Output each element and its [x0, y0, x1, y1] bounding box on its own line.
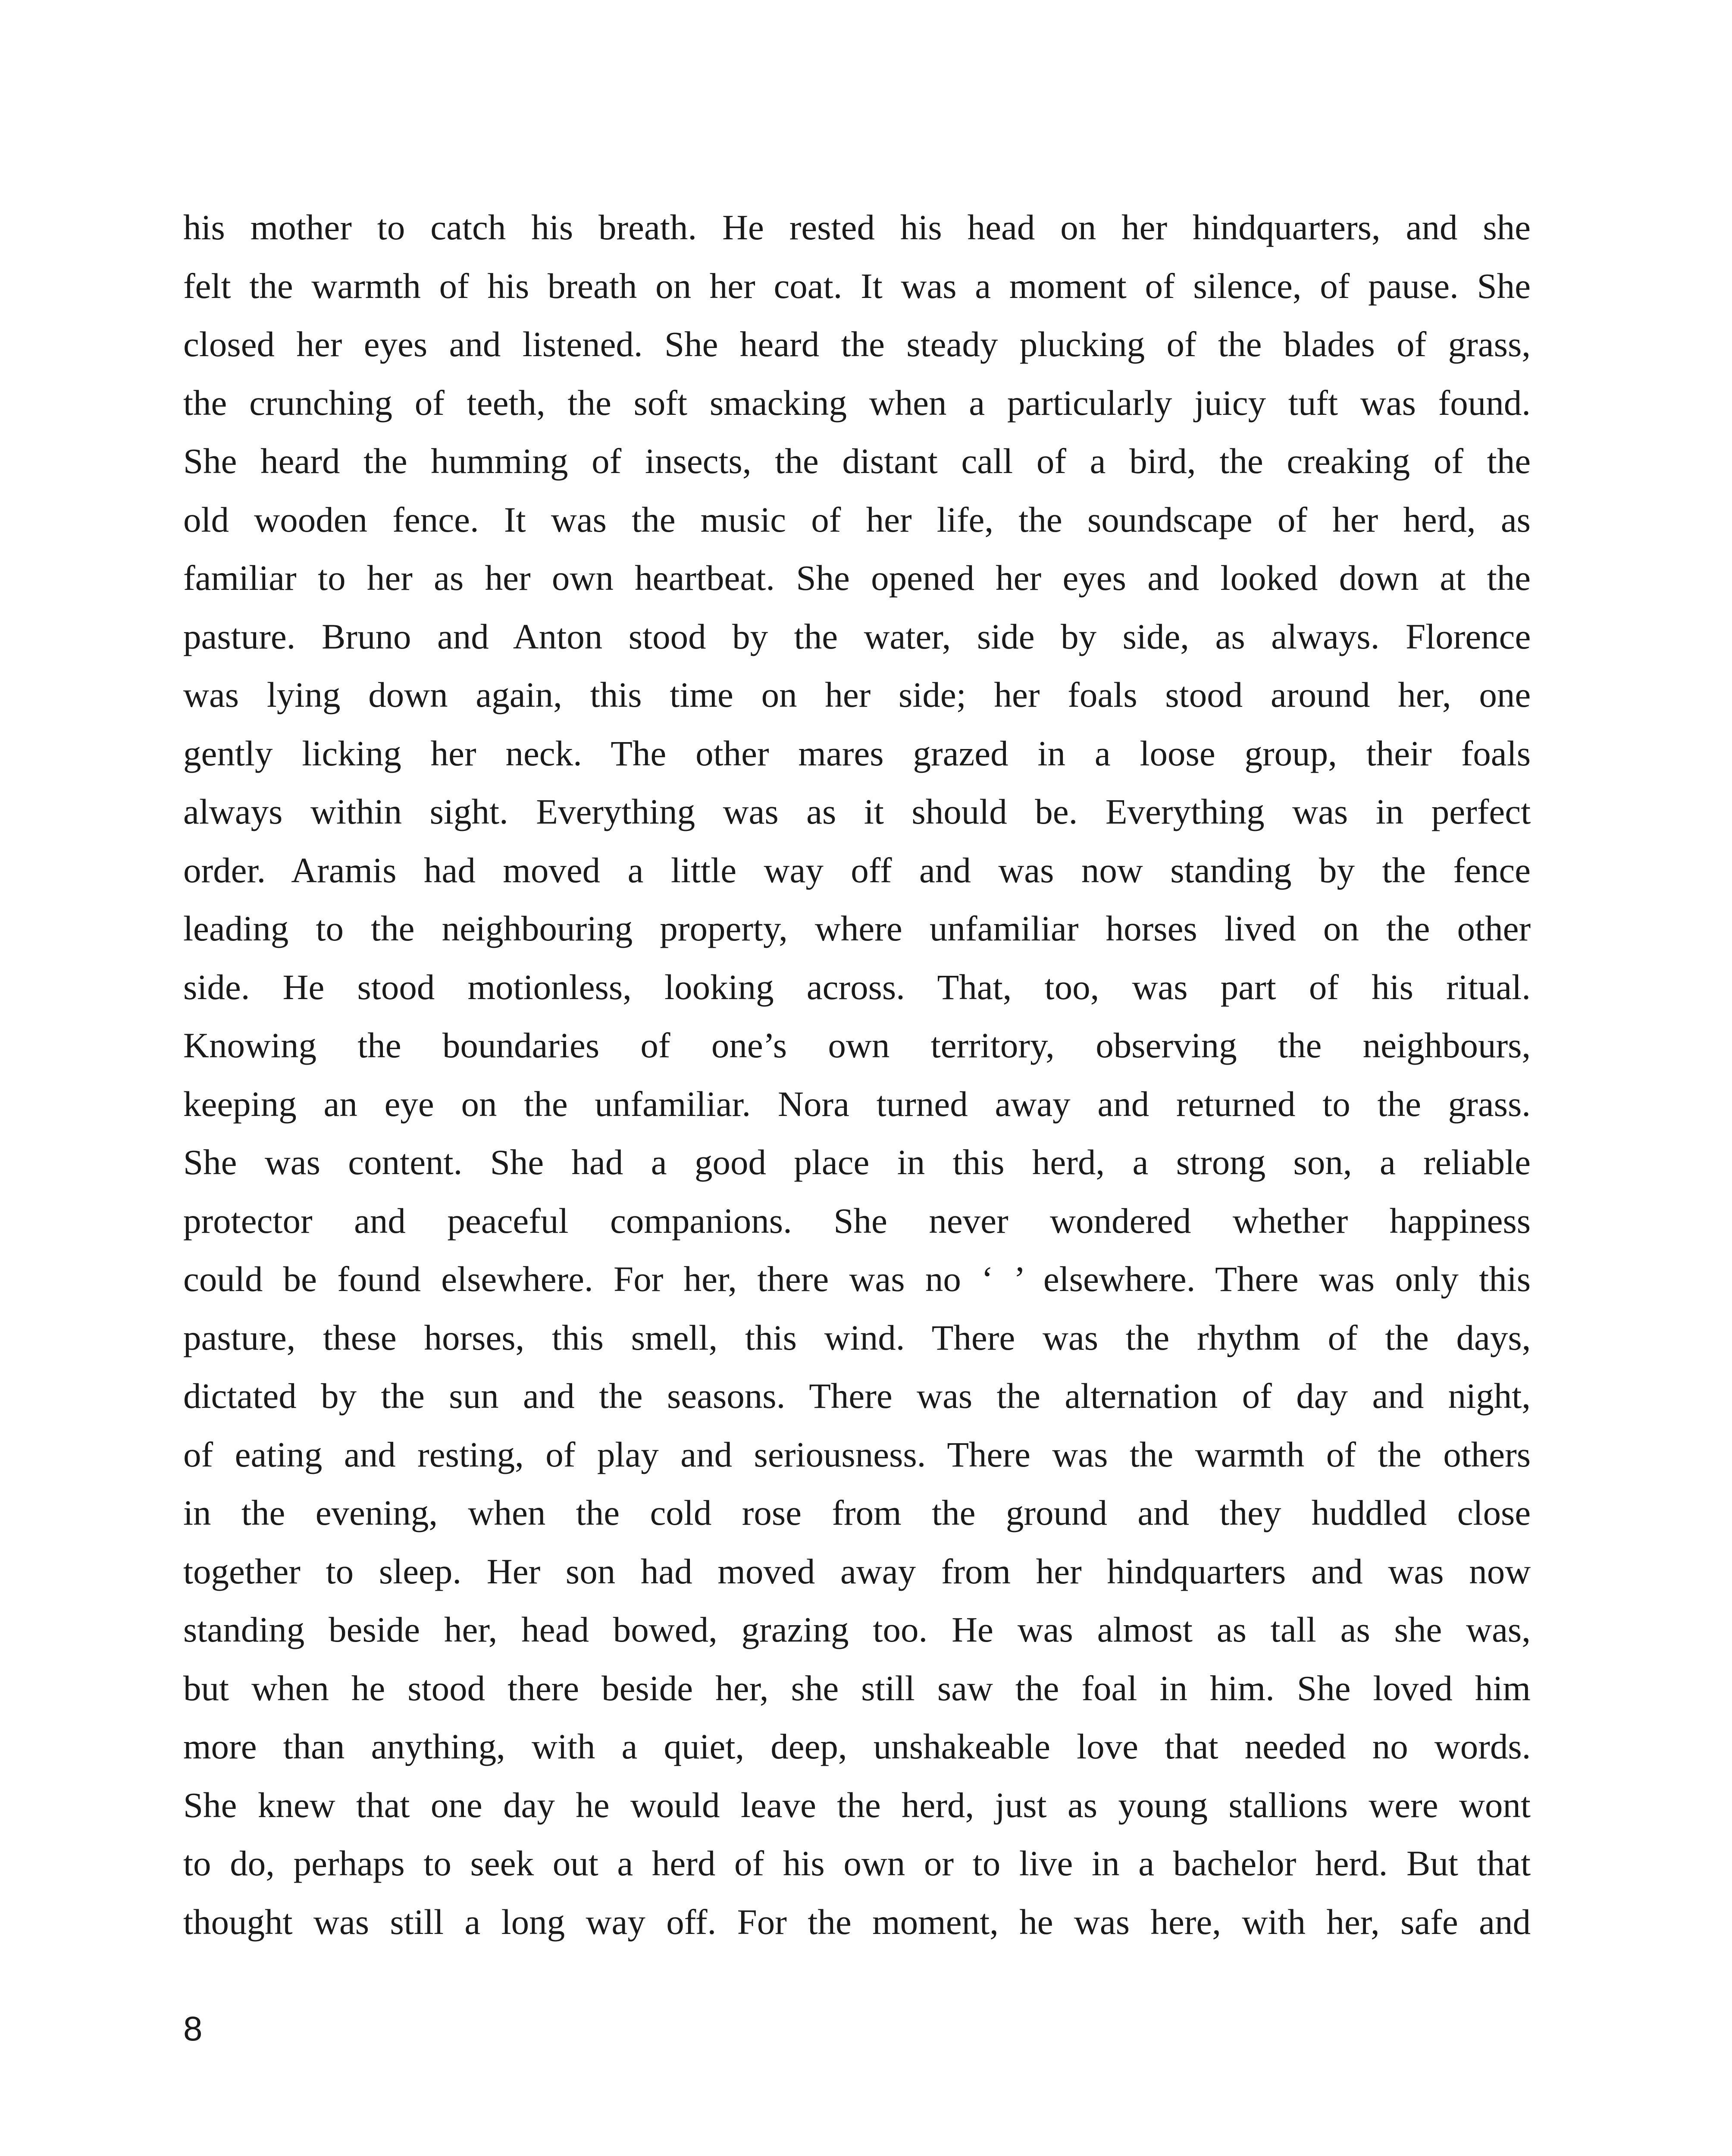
text-line: of eating and resting, of play and seriousness. There was the warmth of the others	[183, 1434, 1531, 1474]
text-line: side. He stood motionless, looking across. That, too, was part of his ritual.	[183, 967, 1531, 1007]
text-line: more than anything, with a quiet, deep, unshakeable love that needed no words.	[183, 1727, 1531, 1766]
text-line: his mother to catch his breath. He rested his head on her hindquarters, and she	[183, 207, 1531, 247]
text-line: keeping an eye on the unfamiliar. Nora turned away and returned to the grass.	[183, 1084, 1531, 1124]
text-line: order. Aramis had moved a little way off and was now standing by the fence	[183, 850, 1531, 890]
text-line: to do, perhaps to seek out a herd of his own or to live in a bachelor herd. But that	[183, 1843, 1531, 1883]
text-line: She was content. She had a good place in this herd, a strong son, a reliable	[183, 1142, 1531, 1182]
text-line: thought was still a long way off. For the moment, he was here, with her, safe and	[183, 1902, 1531, 1942]
page-number: 8	[183, 2009, 203, 2048]
text-line: gently licking her neck. The other mares grazed in a loose group, their foals	[183, 733, 1531, 773]
text-line: dictated by the sun and the seasons. There was the alternation of day and night,	[183, 1376, 1531, 1416]
text-line: in the evening, when the cold rose from the ground and they huddled close	[183, 1493, 1531, 1532]
text-line: protector and peaceful companions. She never wondered whether happiness	[183, 1200, 1531, 1241]
text-line: closed her eyes and listened. She heard the steady plucking of the blades of grass,	[183, 324, 1531, 364]
text-line: old wooden fence. It was the music of her life, the soundscape of her herd, as	[183, 499, 1531, 539]
text-line: was lying down again, this time on her side; her foals stood around her, one	[183, 675, 1531, 714]
text-line: felt the warmth of his breath on her coat. It was a moment of silence, of pause. She	[183, 266, 1531, 306]
text-line: She heard the humming of insects, the distant call of a bird, the creaking of the	[183, 441, 1531, 481]
text-line: Knowing the boundaries of one’s own territory, observing the neighbours,	[183, 1025, 1531, 1065]
text-line: leading to the neighbouring property, where unfamiliar horses lived on the other	[183, 909, 1531, 948]
text-line: pasture, these horses, this smell, this wind. There was the rhythm of the days,	[183, 1317, 1531, 1357]
text-line: standing beside her, head bowed, grazing too. He was almost as tall as she was,	[183, 1610, 1531, 1649]
text-line: but when he stood there beside her, she still saw the foal in him. She loved him	[183, 1668, 1531, 1708]
text-line: the crunching of teeth, the soft smacking when a particularly juicy tuft was found.	[183, 382, 1531, 423]
text-line: familiar to her as her own heartbeat. She opened her eyes and looked down at the	[183, 558, 1531, 598]
text-line: pasture. Bruno and Anton stood by the water, side by side, as always. Florence	[183, 616, 1531, 656]
body-text	[183, 198, 1531, 1951]
text-line: could be found elsewhere. For her, there was no ‘ ’ elsewhere. There was only this	[183, 1259, 1531, 1299]
text-line: always within sight. Everything was as it should be. Everything was in perfect	[183, 792, 1531, 831]
text-line: She knew that one day he would leave the herd, just as young stallions were wont	[183, 1785, 1531, 1825]
text-line: together to sleep. Her son had moved away from her hindquarters and was now	[183, 1551, 1531, 1591]
